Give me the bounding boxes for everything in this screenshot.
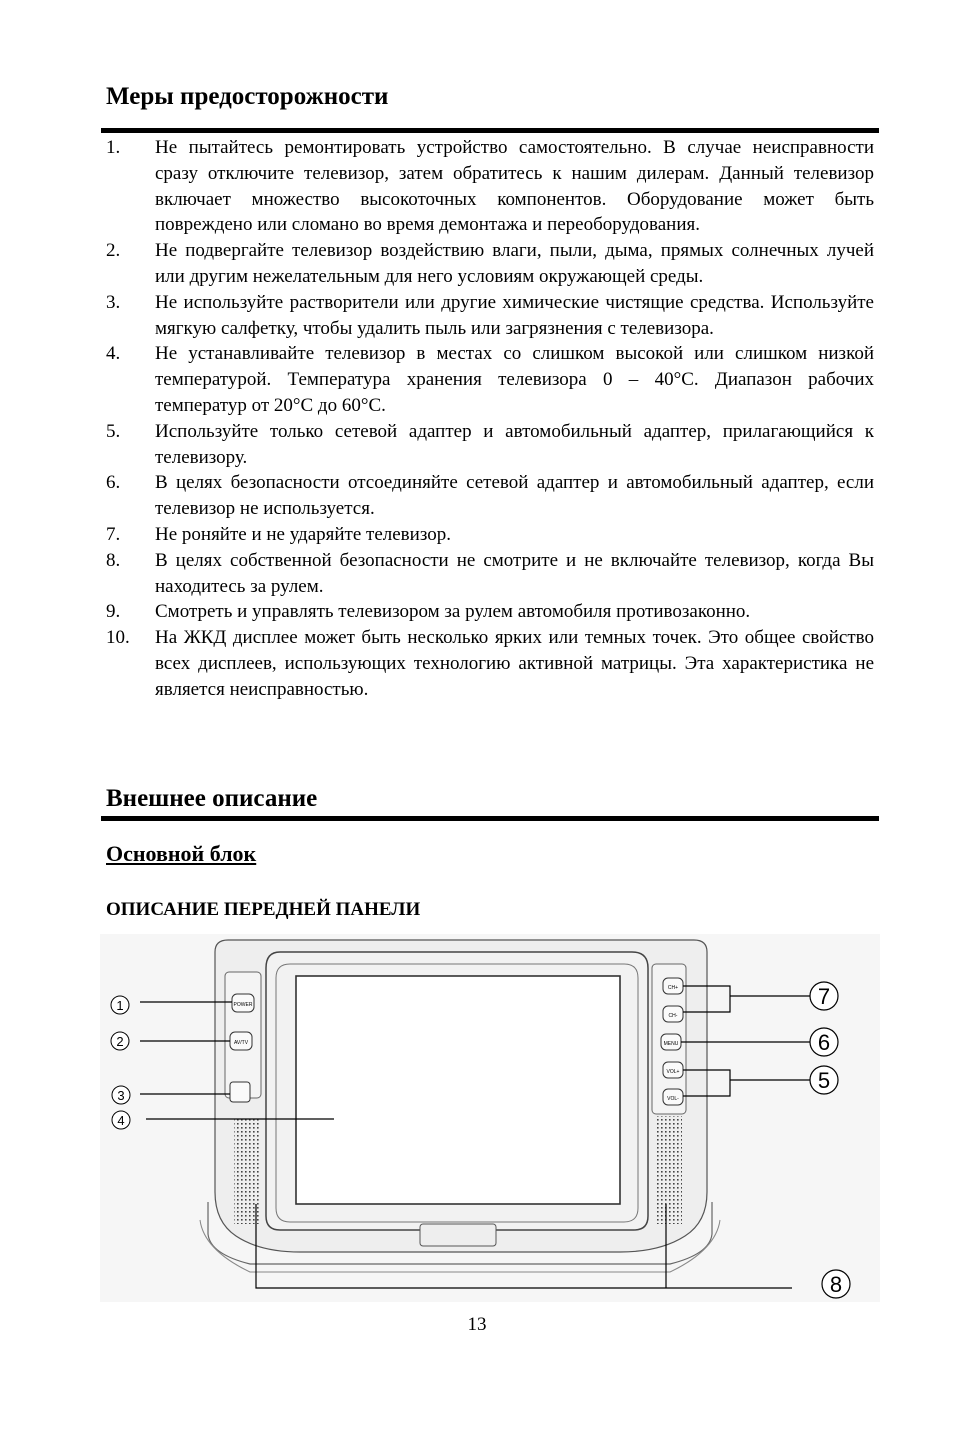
svg-text:4: 4 <box>117 1113 125 1128</box>
remote-sensor <box>230 1082 250 1102</box>
precaution-item <box>106 419 874 471</box>
precaution-item <box>106 625 874 702</box>
precaution-number: 1. <box>106 137 121 158</box>
precaution-text: Смотреть и управлять телевизором за рулем автомобиля противозаконно. <box>155 601 751 623</box>
callout-4 <box>112 1111 130 1129</box>
avtv-button-label: AV/TV <box>233 1040 249 1046</box>
precaution-number: 8. <box>106 549 121 571</box>
svg-text:7: 7 <box>817 984 831 1009</box>
lcd-screen <box>296 976 620 1204</box>
precaution-number: 5. <box>106 420 121 442</box>
power-button-label: POWER <box>233 1002 253 1008</box>
precaution-number: 4. <box>106 343 121 365</box>
callout-6 <box>810 1028 838 1056</box>
svg-text:2: 2 <box>116 1034 124 1049</box>
callout-3 <box>112 1086 130 1104</box>
precautions-title: Меры предосторожности <box>106 83 389 110</box>
callout-7 <box>810 982 838 1010</box>
precaution-number: 7. <box>106 523 121 545</box>
callout-8 <box>822 1270 850 1298</box>
precaution-text: Используйте только сетевой адаптер и автомобильный адаптер, прилагающийся к телевизору. <box>155 420 874 468</box>
vol-up-label: VOL+ <box>666 1069 680 1075</box>
right-speaker-grill <box>656 1116 682 1224</box>
precaution-text: Не пытайтесь ремонтировать устройство самостоятельно. В случае неисправности сразу отключите телевизор, затем обратитесь к нашим дилерам. Данный телевизор включает множество высокоточных компонентов. Оборудование может быть повреждено или сломано во время демонтажа и переоборудования. <box>155 137 874 236</box>
precaution-number: 3. <box>106 291 121 313</box>
svg-text:6: 6 <box>817 1030 831 1055</box>
bottom-handle <box>420 1224 496 1246</box>
svg-text:1: 1 <box>116 998 124 1013</box>
precaution-item <box>106 548 874 600</box>
svg-text:5: 5 <box>817 1068 831 1093</box>
menu-label: MENU <box>663 1041 679 1047</box>
callout-2 <box>111 1032 129 1050</box>
callout-1 <box>111 996 129 1014</box>
description-rule <box>101 816 879 821</box>
precaution-item <box>106 135 874 238</box>
precaution-item <box>106 599 874 625</box>
main-unit-subtitle: Основной блок <box>106 841 257 866</box>
precaution-text: В целях безопасности отсоединяйте сетевой адаптер и автомобильный адаптер, если телевизор не используется. <box>155 472 874 520</box>
precaution-number: 10. <box>106 627 130 649</box>
precaution-text: Не используйте растворители или другие химические чистящие средства. Используйте мягкую салфетку, чтобы удалить пыль или загрязнения с телевизора. <box>155 291 874 339</box>
precaution-text: На ЖКД дисплее может быть несколько ярких или темных точек. Это общее свойство всех дисплеев, использующих технологию активной матрицы. Эта характеристика не является неисправностью. <box>155 627 874 700</box>
ch-down-label: CH- <box>668 1013 678 1019</box>
precaution-item <box>106 238 874 290</box>
precaution-number: 9. <box>106 601 121 623</box>
precautions-list <box>106 135 874 703</box>
callout-5 <box>810 1066 838 1094</box>
page-number: 13 <box>467 1314 487 1335</box>
vol-down-label: VOL- <box>667 1096 679 1102</box>
precaution-text: Не роняйте и не ударяйте телевизор. <box>155 523 451 545</box>
front-panel-title: ОПИСАНИЕ ПЕРЕДНЕЙ ПАНЕЛИ <box>106 899 421 920</box>
precaution-number: 2. <box>106 240 121 262</box>
precaution-item <box>106 522 874 548</box>
svg-text:8: 8 <box>829 1272 843 1297</box>
precaution-item <box>106 341 874 418</box>
description-title: Внешнее описание <box>106 785 318 812</box>
precaution-text: Не подвергайте телевизор воздействию влаги, пыли, дыма, прямых солнечных лучей или другим нежелательным для него условиям окружающей среды. <box>155 240 874 287</box>
ch-up-label: CH+ <box>667 985 679 991</box>
precaution-text: В целях собственной безопасности не смотрите и не включайте телевизор, когда Вы находитесь за рулем. <box>155 549 874 597</box>
svg-text:3: 3 <box>117 1088 125 1103</box>
title-rule <box>101 128 879 133</box>
precaution-item <box>106 290 874 342</box>
precaution-text: Не устанавливайте телевизор в местах со слишком высокой или слишком низкой температурой. Температура хранения телевизора 0 – 40°С. Диапазон рабочих температур от 20°С до 60°С. <box>155 343 874 416</box>
precaution-number: 6. <box>106 472 121 494</box>
front-panel-diagram <box>100 934 880 1302</box>
precaution-item <box>106 470 874 522</box>
